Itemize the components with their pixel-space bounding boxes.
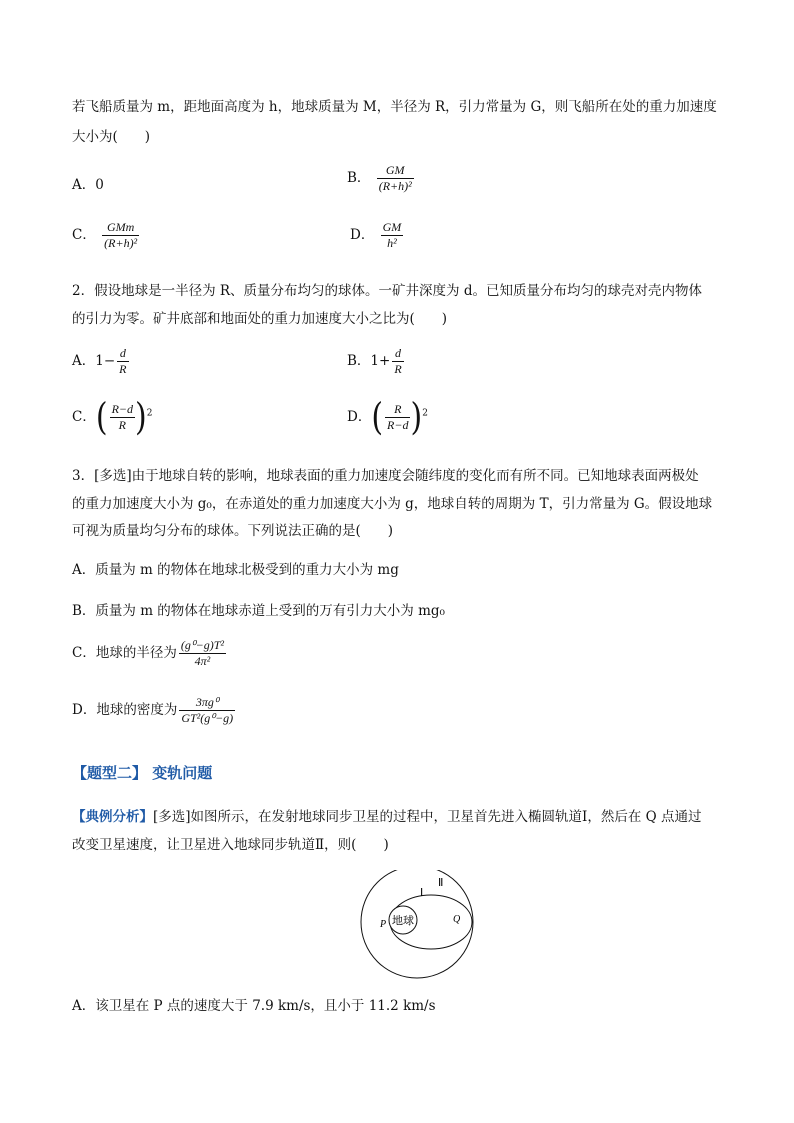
q2-option-b	[347, 346, 404, 377]
example-text: [多选]如图所示，在发射地球同步卫星的过程中，卫星首先进入椭圆轨道Ⅰ，然后在 Q 点通过	[153, 809, 702, 825]
numerator: d	[119, 346, 126, 360]
option-a	[72, 173, 104, 193]
fraction	[179, 638, 226, 669]
q2-option-d	[347, 395, 428, 440]
fraction	[102, 220, 139, 251]
orbit-ii-label: Ⅱ	[438, 877, 444, 889]
numerator: GMm	[106, 220, 135, 234]
denominator: R	[110, 417, 135, 433]
q3-line-1: 3．[多选]由于地球自转的影响，地球表面的重力加速度会随纬度的变化而有所不同。已知地球表面两极处	[72, 468, 699, 484]
q3-option-b: B．质量为 m 的物体在地球赤道上受到的万有引力大小为 mg₀	[72, 603, 445, 619]
numerator: (g⁰−g)T²	[180, 638, 225, 652]
option-value: 0	[95, 177, 104, 193]
option-text: D．地球的密度为	[72, 702, 178, 718]
question-intro-line-2: 大小为( )	[72, 129, 151, 145]
exponent: 2	[146, 408, 153, 419]
option-label: B．	[347, 170, 371, 186]
denominator: GT²(g⁰−g)	[181, 711, 234, 725]
fraction	[381, 220, 404, 251]
denominator: R	[394, 362, 402, 376]
option-b	[347, 163, 414, 194]
option-label: A．	[72, 353, 96, 369]
orbit-diagram	[360, 870, 480, 988]
q3-line-2: 的重力加速度大小为 g₀，在赤道处的重力加速度大小为 g，地球自转的周期为 T，引力常量为 G。假设地球	[72, 496, 713, 512]
left-paren: (	[371, 395, 384, 440]
fraction	[117, 346, 128, 377]
example-tag: 【典例分析】	[72, 809, 153, 825]
question-intro-line-1: 若飞船质量为 m，距地面高度为 h，地球质量为 M，半径为 R，引力常量为 G，则飞船所在处的重力加速度	[72, 99, 717, 115]
denominator: R−d	[387, 418, 409, 432]
example-option-a: A．该卫星在 P 点的速度大于 7.9 km/s，且小于 11.2 km/s	[72, 998, 436, 1014]
denominator: R	[119, 362, 127, 376]
denominator: h²	[381, 235, 404, 251]
numerator: R−d	[111, 402, 133, 416]
earth-label: 地球	[392, 915, 414, 927]
prefix: 1−	[95, 353, 116, 369]
denominator: (R+h)²	[378, 179, 412, 193]
q3-option-a: A．质量为 m 的物体在地球北极受到的重力大小为 mg	[72, 562, 399, 578]
right-paren: )	[135, 395, 147, 440]
section-title: 【题型二】 变轨问题	[72, 764, 213, 782]
exponent: 2	[422, 408, 428, 419]
example-line-1	[72, 805, 702, 825]
fraction	[110, 402, 135, 433]
q2-line-1: 2．假设地球是一半径为 R、质量分布均匀的球体。一矿井深度为 d。已知质量分布均匀的球壳对壳内物体	[72, 283, 702, 299]
left-paren: (	[95, 395, 108, 440]
q3-option-d	[72, 695, 235, 726]
numerator: GM	[385, 163, 405, 177]
right-paren: )	[410, 395, 423, 440]
option-label: A．	[72, 177, 96, 193]
option-label: C．	[72, 227, 96, 243]
fraction	[179, 695, 235, 726]
q2-line-2: 的引力为零。矿井底部和地面处的重力加速度大小之比为( )	[72, 311, 448, 327]
numerator: R	[394, 402, 402, 416]
prefix: 1+	[370, 353, 391, 369]
fraction	[392, 346, 403, 377]
numerator: GM	[382, 220, 402, 234]
example-line-2: 改变卫星速度，让卫星进入地球同步轨道Ⅱ，则( )	[72, 837, 389, 853]
numerator: d	[395, 346, 401, 360]
fraction	[377, 163, 414, 194]
numerator: 3πg⁰	[195, 695, 219, 709]
option-d	[350, 220, 403, 251]
denominator: 4π²	[179, 653, 226, 669]
option-label: C．	[72, 409, 96, 425]
option-text: C．地球的半径为	[72, 645, 177, 661]
q2-option-a	[72, 346, 129, 377]
q2-option-c	[72, 395, 153, 440]
orbit-i-label: Ⅰ	[420, 887, 424, 899]
option-label: D．	[347, 409, 372, 425]
option-label: D．	[350, 227, 375, 243]
point-q-label: Q	[453, 914, 461, 925]
option-c	[72, 220, 139, 251]
q3-line-3: 可视为质量均匀分布的球体。下列说法正确的是( )	[72, 523, 394, 539]
fraction	[385, 402, 410, 433]
point-p-label: P	[380, 919, 387, 930]
q3-option-c	[72, 638, 226, 669]
denominator: (R+h)²	[104, 236, 138, 250]
option-label: B．	[347, 353, 371, 369]
